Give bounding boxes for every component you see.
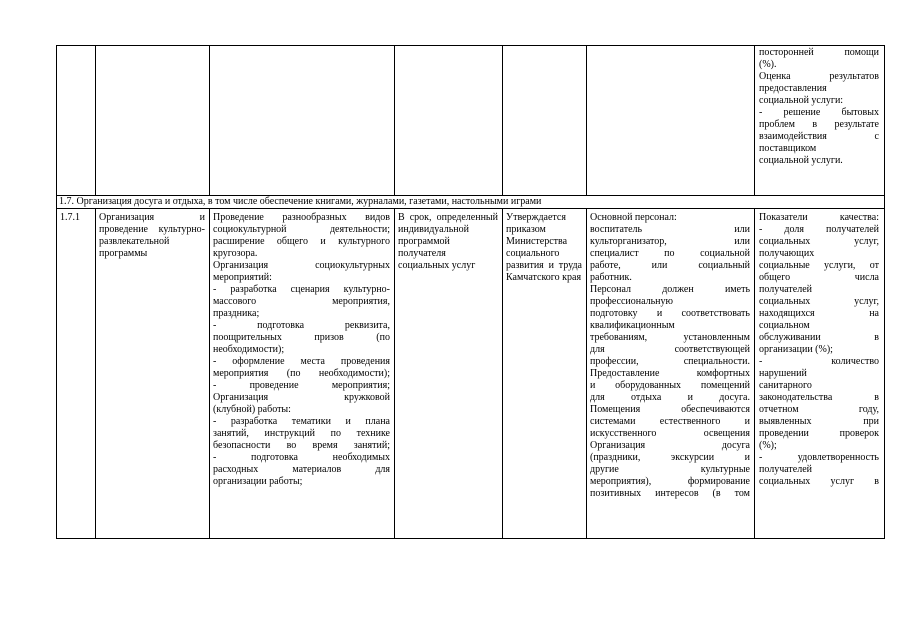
text-line: Показатели качества: — [759, 212, 879, 223]
text-line: находящихся на — [759, 308, 879, 319]
text-line: - удовлетворенность — [759, 452, 879, 463]
text-line: занятий, инструкций по технике — [213, 428, 390, 439]
section-left-border — [56, 195, 57, 208]
text-line: социальной услуги. — [759, 155, 843, 166]
service-name: Организация и проведение культурно-развлекательной программы — [99, 212, 205, 259]
text-line: Персонал должен иметь — [590, 284, 750, 295]
text-line: проблем в результате — [759, 119, 879, 130]
text-line: поощрительных призов (по — [213, 332, 390, 343]
table-top-border — [56, 45, 885, 46]
col-border-7 — [884, 208, 885, 538]
text-line: расходных материалов для — [213, 464, 390, 475]
col-border-3 — [394, 208, 395, 538]
text-line: социальных услуг в — [759, 476, 879, 487]
text-line: Организация социокультурных — [213, 260, 390, 271]
text-line: профессии, специальности. — [590, 356, 750, 367]
text-line: и оборудованных помещений — [590, 380, 750, 391]
text-line: (%); — [759, 440, 777, 451]
text-line: социокультурной деятельности; — [213, 224, 390, 235]
text-line: организации работы; — [213, 476, 303, 487]
text-line: социальных услуг, — [759, 236, 879, 247]
text-line: специалист по социальной — [590, 248, 750, 259]
text-line: Основной персонал: — [590, 212, 677, 223]
text-line: расширение общего и культурного — [213, 236, 390, 247]
text-line: предоставления — [759, 83, 827, 94]
table-bottom-border — [56, 538, 885, 539]
text-line: мероприятия), формирование — [590, 476, 750, 487]
text-line: воспитатель или — [590, 224, 750, 235]
text-line: мероприятий: — [213, 272, 272, 283]
text-line: работе, или социальный — [590, 260, 750, 271]
col-border-6-top — [754, 45, 755, 195]
text-line: для отдыха и досуга. — [590, 392, 750, 403]
text-line: массового мероприятия, — [213, 296, 390, 307]
text-line: для соответствующей — [590, 344, 750, 355]
text-line: - подготовка необходимых — [213, 452, 390, 463]
text-line: квалификационным — [590, 320, 675, 331]
col-border-0-top — [56, 45, 57, 195]
text-line: (клубной) работы: — [213, 404, 291, 415]
text-line: другие культурные — [590, 464, 750, 475]
text-line: позитивных интересов (в том — [590, 488, 750, 499]
text-line: (праздники, экскурсии и — [590, 452, 750, 463]
text-line: культорганизатор, или — [590, 236, 750, 247]
service-tariff: Утверждается приказом Министерства социального развития и труда Камчатского края — [506, 212, 582, 283]
text-line: отчетном году, — [759, 404, 879, 415]
text-line: получателей — [759, 284, 813, 295]
text-line: обслуживании в — [759, 332, 879, 343]
text-line: социальной услуги: — [759, 95, 844, 106]
text-line: поставщиком — [759, 143, 817, 154]
text-line: социальном — [759, 320, 810, 331]
text-line: социальных услуг, — [759, 296, 879, 307]
text-line: системами естественного и — [590, 416, 750, 427]
col-border-3-top — [394, 45, 395, 195]
service-conditions-cell — [590, 212, 750, 500]
text-line: - подготовка реквизита, — [213, 320, 390, 331]
col-border-7-top — [884, 45, 885, 195]
text-line: безопасности во время занятий; — [213, 440, 390, 451]
service-term: В срок, определенный индивидуальной программой получателя социальных услуг — [398, 212, 498, 271]
row-number: 1.7.1 — [60, 212, 80, 223]
text-line: требованиям, установленным — [590, 332, 750, 343]
col-border-4-top — [502, 45, 503, 195]
text-line: - проведение мероприятия; — [213, 380, 390, 391]
service-quality-cell — [759, 212, 879, 488]
col-border-2-top — [209, 45, 210, 195]
text-line: - разработка тематики и плана — [213, 416, 390, 427]
text-line: - решение бытовых — [759, 107, 879, 118]
text-line: получателей — [759, 464, 813, 475]
text-line: Организация кружковой — [213, 392, 390, 403]
text-line: Оценка результатов — [759, 71, 879, 82]
text-line: кругозора. — [213, 248, 258, 259]
section-bottom-border — [56, 208, 885, 209]
text-line: искусственного освещения — [590, 428, 750, 439]
text-line: подготовку и соответствовать — [590, 308, 750, 319]
col-border-1 — [95, 208, 96, 538]
text-line: праздника; — [213, 308, 260, 319]
text-line: работник. — [590, 272, 632, 283]
section-right-border — [884, 195, 885, 208]
section-title: 1.7. Организация досуга и отдыха, в том числе обеспечение книгами, журналами, газетами, настольными играми — [59, 196, 542, 207]
col-border-6 — [754, 208, 755, 538]
text-line: общего числа — [759, 272, 879, 283]
text-line: нарушений — [759, 368, 807, 379]
text-line: проведении проверок — [759, 428, 879, 439]
text-line: Проведение разнообразных видов — [213, 212, 390, 223]
text-line: организации (%); — [759, 344, 833, 355]
text-line: - количество — [759, 356, 879, 367]
text-line: - оформление места проведения — [213, 356, 390, 367]
top-quality-cell — [759, 47, 879, 167]
text-line: - разработка сценария культурно- — [213, 284, 390, 295]
col-border-5-top — [586, 45, 587, 195]
text-line: Организация досуга — [590, 440, 750, 451]
col-border-1-top — [95, 45, 96, 195]
text-line: Помещения обеспечиваются — [590, 404, 750, 415]
text-line: (%). — [759, 59, 777, 70]
text-line: мероприятия (по необходимости); — [213, 368, 390, 379]
col-border-5 — [586, 208, 587, 538]
text-line: профессиональную — [590, 296, 673, 307]
text-line: выявленных при — [759, 416, 879, 427]
col-border-2 — [209, 208, 210, 538]
service-content-cell — [213, 212, 390, 488]
text-line: законодательства в — [759, 392, 879, 403]
text-line: социальные услуги, от — [759, 260, 879, 271]
text-line: взаимодействия с — [759, 131, 879, 142]
text-line: посторонней помощи — [759, 47, 879, 58]
col-border-0 — [56, 208, 57, 538]
text-line: получающих — [759, 248, 815, 259]
text-line: - доля получателей — [759, 224, 879, 235]
text-line: необходимости); — [213, 344, 285, 355]
text-line: санитарного — [759, 380, 812, 391]
col-border-4 — [502, 208, 503, 538]
text-line: Предоставление комфортных — [590, 368, 750, 379]
